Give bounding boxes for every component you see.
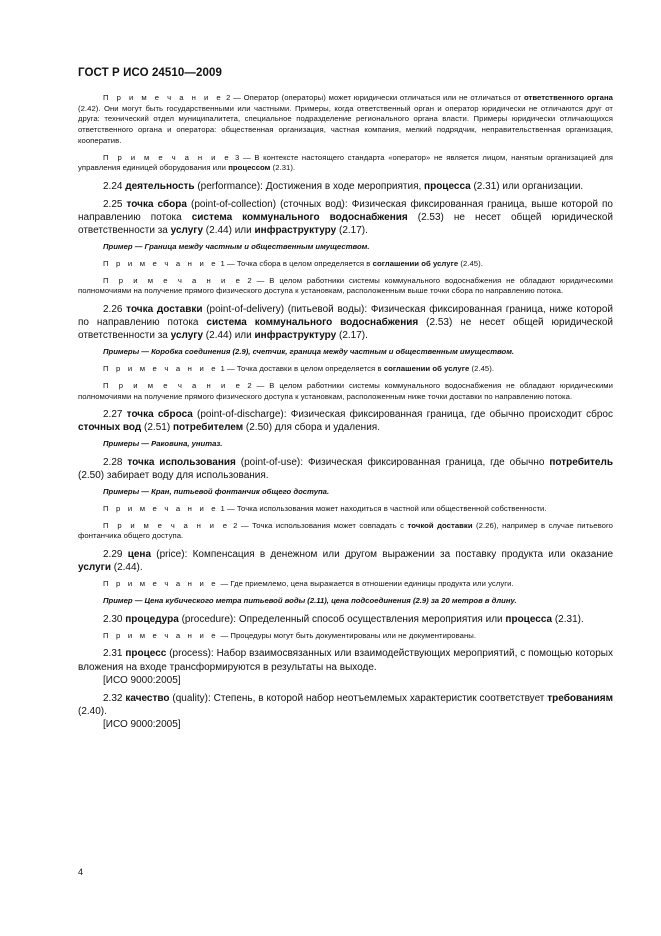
bold-term-reference: инфраструктуру	[254, 225, 337, 237]
bold-term-reference: точка доставки	[126, 304, 203, 316]
text-run: (process): Набор взаимосвязанных или взаимодействующих мероприятий, с помощью которых вложения на входе трансформируются в результаты на выходе.	[78, 648, 613, 673]
bold-term-reference: услугу	[170, 225, 204, 237]
note-paragraph	[78, 521, 613, 542]
text-run: (2.50) забирает воду для использования.	[78, 470, 269, 482]
text-run: П р и м е ч а н и е	[103, 380, 243, 390]
text-run: П р и м е ч а н и е	[103, 520, 230, 530]
term-definition	[78, 408, 613, 434]
text-run: [ИСО 9000:2005]	[103, 718, 181, 730]
text-run: 2.24	[103, 180, 126, 192]
bold-term-reference: система коммунального водоснабжения	[191, 212, 408, 224]
text-run: (quality): Степень, в которой набор неотъемлемых характеристик соответствует	[169, 692, 548, 704]
term-definition	[78, 198, 613, 237]
text-run: 2.32	[103, 692, 126, 704]
bold-term-reference: точка сбора	[126, 199, 187, 211]
bold-term-reference: потребитель	[549, 457, 613, 469]
text-run: 2.27	[103, 409, 127, 421]
text-run: 2 — В целом работники системы коммунального водоснабжения не обладают юридическими полномочиями на получение прямого физического доступа к установкам, расположенным выше точки сбора по направлению потока.	[78, 275, 613, 296]
note-paragraph	[78, 93, 613, 147]
bold-term-reference: процесса	[505, 613, 553, 625]
text-run: П р и м е ч а н и е	[103, 259, 219, 268]
text-run: — Где приемлемо, цена выражается в отношении единицы продукта или услуги.	[218, 579, 514, 589]
text-run: Примеры — Коробка соединения (2.9), счетчик, граница между частным и общественным имуществом.	[103, 347, 515, 357]
text-run: (2.45).	[458, 259, 483, 268]
text-run: П р и м е ч а н и е	[103, 275, 243, 285]
text-run: 2.28	[103, 457, 128, 469]
text-run: (point-of-discharge): Физическая фиксированная граница, где обычно происходит сброс	[192, 409, 613, 421]
note-paragraph	[78, 259, 613, 270]
bold-term-reference: система коммунального водоснабжения	[206, 317, 419, 329]
text-run: Примеры — Раковина, унитаз.	[103, 439, 223, 449]
text-run: 1 — Точка использования может находиться в частной или общественной собственности.	[218, 503, 547, 513]
document-body	[78, 93, 613, 736]
term-definition	[78, 303, 613, 342]
note-paragraph	[78, 579, 613, 590]
note-paragraph	[78, 381, 613, 402]
text-run: — Процедуры могут быть документированы или не документированы.	[218, 630, 477, 640]
text-run: [ИСО 9000:2005]	[103, 674, 181, 686]
bold-term-reference: процессом	[228, 163, 271, 173]
text-run: П р и м е ч а н и е	[103, 503, 219, 513]
note-paragraph	[78, 276, 613, 297]
bold-term-reference: инфраструктуру	[254, 330, 337, 342]
text-run: (2.26), например в случае питьевого фонтанчика общего доступа.	[78, 520, 613, 541]
text-run: 2.29	[103, 549, 128, 561]
note-paragraph	[78, 153, 613, 174]
bold-term-reference: точка использования	[127, 457, 236, 469]
text-run: (point-of-delivery) (питьевой воды): Физическая фиксированная граница, ниже которой по направлению потока	[78, 304, 613, 329]
text-run: (2.31).	[270, 163, 296, 173]
bold-term-reference: соглашении об услуге	[372, 259, 459, 268]
text-run: (2.42). Они могут быть государственными или частными. Примеры, когда ответственный орган и оператор юридически не отличаются друг от друга: технический отдел муниципалитета, специальное подразделение регионального органа власти. Примеры юридически отличающихся ответственного органа и оператора: общественная организация, частная компания, мелкий подрядчик, неправительственная организация, кооператив.	[78, 103, 613, 145]
text-run: П р и м е ч а н и е	[103, 152, 232, 162]
text-run: (procedure): Определенный способ осуществления мероприятия или	[178, 613, 506, 625]
text-run: (2.53) не несет общей юридической ответственности за	[78, 317, 613, 342]
text-run: 1 — Точка сбора в целом определяется в	[218, 259, 373, 268]
text-run: (2.17).	[336, 225, 368, 237]
page-number: 4	[78, 867, 84, 877]
text-run: 2 — Оператор (операторы) может юридически отличаться или не отличаться от	[223, 93, 524, 102]
text-run: (point-of-collection) (сточных вод): Физическая фиксированная граница, выше которой по направлению потока	[78, 199, 613, 224]
text-run: П р и м е ч а н и е	[103, 93, 224, 102]
example-paragraph	[78, 596, 613, 607]
bold-term-reference: цена	[127, 549, 152, 561]
text-run: Пример — Цена кубического метра питьевой воды (2.11), цена подсоединения (2.9) за 20 метров в длину.	[103, 595, 517, 605]
text-run: (2.51)	[141, 422, 173, 434]
text-run: 2.25	[103, 199, 127, 211]
text-run: (2.40).	[78, 705, 107, 717]
text-run: (2.45).	[469, 364, 495, 374]
text-run: (price): Компенсация в денежном или другом выражении за поставку продукта или оказание	[151, 549, 614, 561]
example-paragraph	[78, 439, 613, 450]
text-run: (point-of-use): Физическая фиксированная граница, где обычно	[235, 457, 550, 469]
bold-term-reference: процесса	[424, 180, 471, 192]
text-run: (2.44).	[110, 562, 143, 574]
text-run: (2.44) или	[203, 330, 255, 342]
example-paragraph	[78, 487, 613, 498]
text-run: 2 — В целом работники системы коммунального водоснабжения не обладают юридическими полномочиями на получение прямого физического доступа к установкам, расположенным ниже точки доставки по направлению потока.	[78, 380, 613, 401]
text-run: (2.31) или организации.	[470, 180, 584, 192]
bold-term-reference: ответственного органа	[524, 93, 613, 102]
page-header: ГОСТ Р ИСО 24510—2009	[78, 67, 223, 79]
example-paragraph	[78, 242, 613, 253]
bold-term-reference: сточных вод	[78, 422, 142, 434]
text-run: (2.50) для сбора и удаления.	[243, 422, 380, 434]
bold-term-reference: услуги	[78, 562, 111, 574]
example-paragraph	[78, 347, 613, 358]
text-run: 2 — Точка использования может совпадать с	[229, 520, 408, 530]
bold-term-reference: качество	[125, 692, 170, 704]
note-paragraph	[78, 364, 613, 375]
text-run: 1 — Точка доставки в целом определяется в	[218, 364, 384, 374]
term-definition	[78, 647, 613, 673]
reference-citation	[78, 718, 613, 731]
text-run: П р и м е ч а н и е	[103, 364, 219, 374]
note-paragraph	[78, 631, 613, 642]
bold-term-reference: процедура	[125, 613, 179, 625]
bold-term-reference: требованиям	[547, 692, 613, 704]
text-run: (2.44) или	[203, 225, 255, 237]
term-definition	[78, 180, 613, 193]
text-run: (2.53) не несет общей юридической ответственности за	[78, 212, 613, 237]
text-run: П р и м е ч а н и е	[103, 630, 219, 640]
reference-citation	[78, 674, 613, 687]
bold-term-reference: точка сброса	[126, 409, 193, 421]
term-definition	[78, 456, 613, 482]
term-definition	[78, 548, 613, 574]
text-run: (performance): Достижения в ходе мероприятия,	[194, 180, 425, 192]
text-run: 2.31	[103, 648, 126, 660]
text-run: 2.30	[103, 613, 126, 625]
text-run: 3 — В контексте настоящего стандарта «оператор» не является лицом, нанятым организацией для управления единицей оборудования или	[78, 152, 614, 173]
bold-term-reference: потребителем	[172, 422, 244, 434]
term-definition	[78, 692, 613, 718]
text-run: П р и м е ч а н и е	[103, 579, 219, 589]
text-run: 2.26	[103, 304, 127, 316]
bold-term-reference: процесс	[125, 648, 167, 660]
bold-term-reference: деятельность	[125, 180, 195, 192]
text-run: (2.17).	[336, 330, 368, 342]
term-definition	[78, 613, 613, 626]
text-run: Примеры — Кран, питьевой фонтанчик общего доступа.	[103, 487, 330, 497]
bold-term-reference: точкой доставки	[407, 520, 473, 530]
bold-term-reference: услугу	[170, 330, 204, 342]
text-run: Пример — Граница между частным и общественным имуществом.	[103, 242, 370, 252]
bold-term-reference: соглашении об услуге	[383, 364, 470, 374]
note-paragraph	[78, 504, 613, 515]
text-run: (2.31).	[552, 613, 584, 625]
